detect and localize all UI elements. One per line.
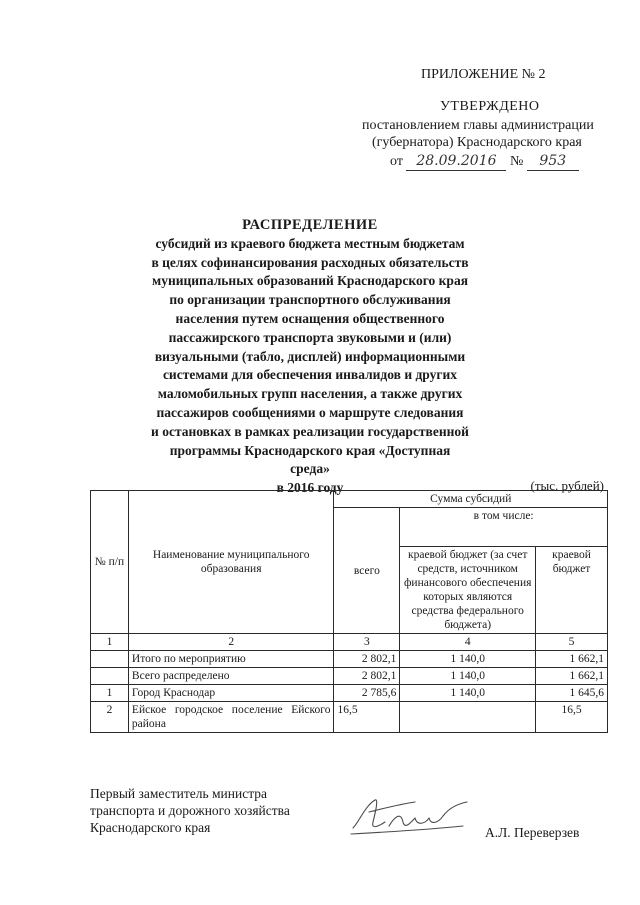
title-line: в 2016 году xyxy=(276,480,344,496)
row-fed: 1 140,0 xyxy=(400,685,536,702)
row-reg: 1 662,1 xyxy=(536,651,608,668)
approval-date: 28.09.2016 xyxy=(406,152,506,171)
title-line: системами для обеспечения инвалидов и других xyxy=(162,367,458,383)
row-reg: 1 662,1 xyxy=(536,668,608,685)
colnum: 3 xyxy=(334,634,400,651)
row-num xyxy=(91,651,129,668)
title-line: муниципальных образований Краснодарского края xyxy=(152,273,468,289)
header-num: № п/п xyxy=(91,491,129,634)
row-num: 2 xyxy=(91,702,129,733)
approval-line-1: постановлением главы администрации xyxy=(362,118,594,133)
approved-label: УТВЕРЖДЕНО xyxy=(440,99,540,114)
title-line: населения путем оснащения общественного xyxy=(175,310,445,326)
signatory-name: А.Л. Переверзев xyxy=(485,825,580,840)
table-row xyxy=(91,685,608,702)
colnum: 1 xyxy=(91,634,129,651)
title-line: программы Краснодарского края «Доступная среда» xyxy=(169,442,451,477)
row-name: Итого по мероприятию xyxy=(128,651,334,668)
row-name: Ейское городское поселение Ейского района xyxy=(128,702,334,733)
header-fed-budget: краевой бюджет (за счет средств, источником финансового обеспечения которых являются средства федерального бюджета) xyxy=(400,547,536,634)
subsidy-table xyxy=(90,490,608,733)
row-num xyxy=(91,668,129,685)
handwritten-signature xyxy=(345,792,485,842)
number-label: № xyxy=(509,154,524,169)
from-label: от xyxy=(390,154,403,169)
approval-date-line xyxy=(390,152,579,171)
row-total: 16,5 xyxy=(334,702,400,733)
row-name: Всего распределено xyxy=(128,668,334,685)
approval-line-2: (губернатора) Краснодарского края xyxy=(372,135,582,150)
appendix-label: ПРИЛОЖЕНИЕ № 2 xyxy=(421,67,546,82)
title-heading: РАСПРЕДЕЛЕНИЕ xyxy=(242,217,378,233)
colnum: 2 xyxy=(128,634,334,651)
row-fed: 1 140,0 xyxy=(400,668,536,685)
signatory-title-line: Краснодарского края xyxy=(90,820,211,835)
colnum: 4 xyxy=(400,634,536,651)
title-line: визуальными (табло, дисплей) информационными xyxy=(154,348,466,364)
row-total: 2 802,1 xyxy=(334,651,400,668)
title-line: пассажиров сообщениями о маршруте следования xyxy=(156,404,464,420)
title-line: пассажирского транспорта звуковыми и (или) xyxy=(168,329,452,345)
header-name: Наименование муниципального образования xyxy=(128,491,334,634)
signatory-title-line: Первый заместитель министра xyxy=(90,786,268,801)
header-sum: Сумма субсидий xyxy=(334,491,608,508)
signatory-title-line: транспорта и дорожного хозяйства xyxy=(90,803,290,818)
title-line: субсидий из краевого бюджета местным бюджетам xyxy=(155,235,465,251)
table-row xyxy=(91,702,608,733)
row-name: Город Краснодар xyxy=(128,685,334,702)
header-reg-budget: краевой бюджет xyxy=(536,547,608,634)
column-number-row xyxy=(91,634,608,651)
row-fed: 1 140,0 xyxy=(400,651,536,668)
signatory-title xyxy=(90,785,290,836)
row-total: 2 785,6 xyxy=(334,685,400,702)
row-fed xyxy=(400,702,536,733)
row-reg: 16,5 xyxy=(536,702,608,733)
units-label: (тыс. рублей) xyxy=(530,478,604,493)
title-line: маломобильных групп населения, а также других xyxy=(157,386,463,402)
row-num: 1 xyxy=(91,685,129,702)
header-including: в том числе: xyxy=(400,508,608,547)
header-total: всего xyxy=(334,508,400,634)
table-row xyxy=(91,668,608,685)
title-line: по организации транспортного обслуживания xyxy=(169,292,451,308)
table-row xyxy=(91,651,608,668)
title-line: в целях софинансирования расходных обязательств xyxy=(151,254,469,270)
row-total: 2 802,1 xyxy=(334,668,400,685)
approval-number: 953 xyxy=(527,152,579,171)
table-header-row xyxy=(91,491,608,508)
title-line: и остановках в рамках реализации государственной xyxy=(151,423,469,439)
colnum: 5 xyxy=(536,634,608,651)
document-title xyxy=(150,216,470,498)
row-reg: 1 645,6 xyxy=(536,685,608,702)
